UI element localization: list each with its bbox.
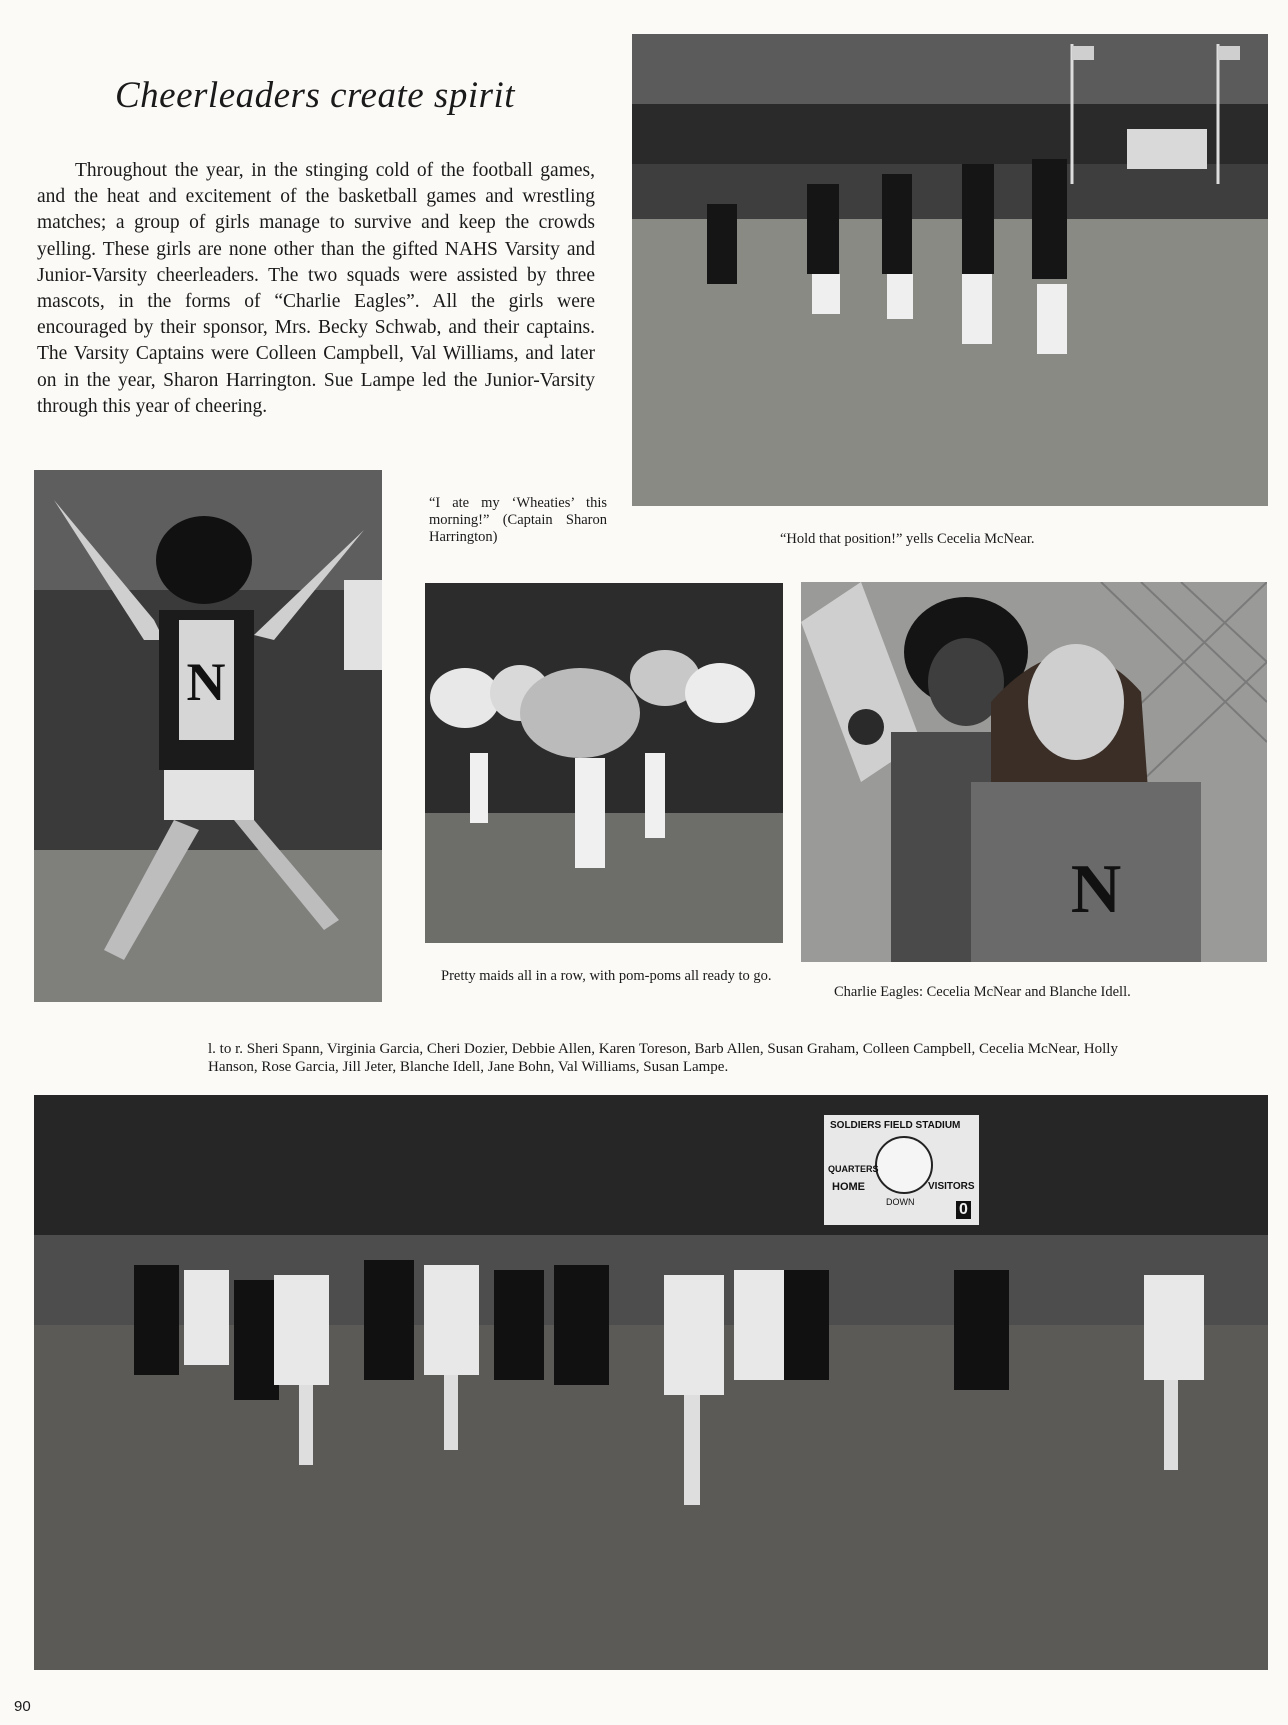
caption-pretty-maids: Pretty maids all in a row, with pom-poms all ready to go. — [441, 968, 772, 984]
page-number: 90 — [14, 1698, 31, 1715]
scoreboard-visitors: VISITORS — [928, 1181, 975, 1192]
svg-text:N: N — [1070, 851, 1122, 928]
photo-pompoms — [425, 583, 783, 943]
caption-hold-position: “Hold that position!” yells Cecelia McNear. — [780, 531, 1035, 547]
scoreboard-home: HOME — [832, 1181, 865, 1193]
photo-jumping-squad — [632, 34, 1268, 506]
scoreboard-quarters: QUARTERS — [828, 1164, 879, 1174]
caption-charlie-eagles: Charlie Eagles: Cecelia McNear and Blanche Idell. — [834, 984, 1131, 1000]
article-body: Throughout the year, in the stinging cold of the football games, and the heat and excitement of the basketball games and wrestling matches; a group of girls manage to survive and keep the crowds yelling. These girls are none other than the gifted NAHS Varsity and Junior-Varsity cheerleaders. The two squads were assisted by three mascots, in the forms of “Charlie Eagles”. All the girls were encouraged by their sponsor, Mrs. Becky Schwab, and their captains. The Varsity Captains were Colleen Campbell, Val Williams, and later on in the year, Sharon Harrington. Sue Lampe led the Junior-Varsity through this year of cheering. — [37, 160, 595, 417]
caption-names: l. to r. Sheri Spann, Virginia Garcia, Cheri Dozier, Debbie Allen, Karen Toreson, Barb Allen, Susan Graham, Colleen Campbell, Cecelia McNear, Holly Hanson, Rose Garcia, Jill Jeter, Blanche Idell, Jane Bohn, Val Williams, Susan Lampe. — [208, 1041, 1118, 1075]
scoreboard-score: 0 — [956, 1201, 971, 1219]
caption-wheaties: “I ate my ‘Wheaties’ this morning!” (Captain Sharon Harrington) — [429, 495, 607, 545]
svg-text:N: N — [186, 652, 226, 712]
photo-marching-squad — [34, 1095, 1268, 1670]
photo-mascots — [801, 582, 1267, 962]
scoreboard — [824, 1117, 979, 1227]
scoreboard-down: DOWN — [886, 1197, 915, 1207]
scoreboard-stadium: SOLDIERS FIELD STADIUM — [830, 1120, 961, 1131]
photo-captain-jump — [34, 470, 382, 1002]
page-title: Cheerleaders create spirit — [115, 75, 516, 116]
